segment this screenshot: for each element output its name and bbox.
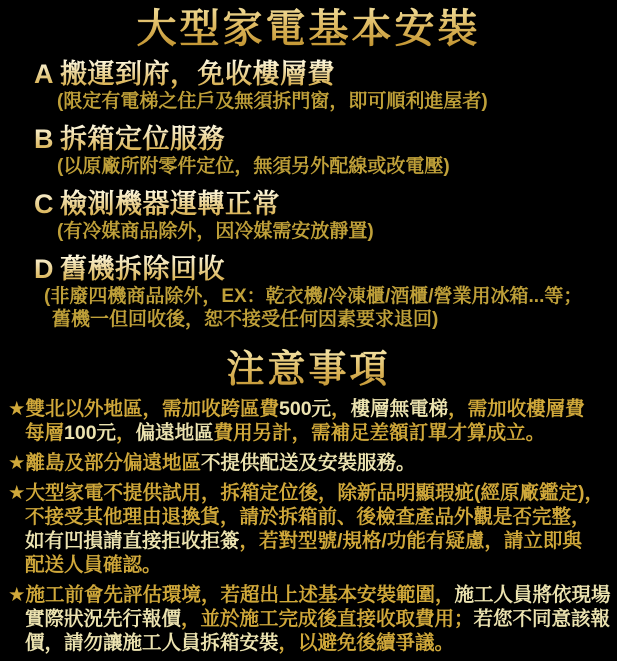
notice-text-segment: 雙北以外地區，需加收跨區費: [25, 398, 279, 420]
notice-text-segment: ，若對型號/規格/功能有疑慮，請立即與: [239, 530, 582, 552]
service-heading: [34, 253, 617, 285]
notice-text-segment: ，: [331, 398, 351, 420]
notice-text-segment: 大型家電不提供試用，拆箱定位後，除新品明顯瑕疵(經原廠鑑定)，: [25, 482, 604, 504]
service-note-line: (以原廠所附零件定位，無須另外配線或改電壓): [57, 156, 450, 177]
notice-line: [8, 481, 617, 505]
service-heading: [34, 58, 617, 90]
notice-line: [8, 607, 617, 631]
notice-line: [8, 631, 617, 655]
service-heading: [34, 188, 617, 220]
notice-text-segment: 不接受其他理由退換貨，請於拆箱前、後檢查產品外觀是否完整，: [25, 506, 591, 528]
service-note-line: (限定有電梯之住戶及無須拆門窗，即可順利進屋者): [57, 91, 488, 112]
service-title-text: 拆箱定位服務: [60, 124, 225, 154]
service-note-line: 舊機一但回收後，恕不接受任何因素要求退回): [52, 309, 439, 330]
service-title-text: 檢測機器運轉正常: [60, 189, 280, 219]
notice-item: [8, 583, 617, 655]
star-bullet-icon: ★: [8, 452, 26, 474]
service-note-line: (有冷媒商品除外，因冷媒需安放靜置): [57, 221, 374, 242]
notice-line: [8, 421, 617, 445]
notices-list: [0, 397, 617, 655]
notice-text-segment: 施工人員將依現場: [454, 584, 611, 606]
notice-text-segment: 每層: [25, 422, 65, 444]
service-note-line: (非廢四機商品除外，EX：乾衣機/冷凍櫃/酒櫃/營業用冰箱...等；: [44, 286, 583, 307]
notice-text-segment: 離島及部分偏遠地區: [25, 452, 201, 474]
notice-text-segment: ，並於施工完成後直接收取費用；: [181, 608, 474, 630]
notice-title: 注意事項: [0, 347, 617, 393]
notice-text-segment: 500元: [279, 398, 332, 420]
notice-text-segment: ，以避免後續爭議。: [278, 632, 455, 654]
service-item: [0, 188, 617, 243]
services-list: [0, 58, 617, 331]
service-notes: [34, 155, 617, 178]
notice-text-segment: 實際狀況先行報價: [25, 608, 182, 630]
notice-item: [8, 397, 617, 445]
notice-text-segment: ，需加收樓層費: [448, 398, 585, 420]
service-key-label: C: [34, 189, 54, 219]
service-heading: [34, 123, 617, 155]
service-title-text: 舊機拆除回收: [60, 254, 225, 284]
service-item: [0, 123, 617, 178]
page-title: 大型家電基本安裝: [0, 0, 617, 52]
star-bullet-icon: ★: [8, 482, 26, 504]
service-item: [0, 58, 617, 113]
service-notes: [34, 90, 617, 113]
notice-text-segment: ，: [116, 422, 136, 444]
service-item: [0, 253, 617, 331]
notice-item: [8, 451, 617, 475]
notice-text-segment: 如有凹損請直接拒收拒簽: [25, 530, 240, 552]
service-key-label: A: [34, 59, 54, 89]
notice-text-segment: 若您不同意該報: [473, 608, 611, 630]
notice-text-segment: 不提供配送及安裝服務。: [201, 452, 416, 474]
notice-line: [8, 583, 617, 607]
notice-line: [8, 397, 617, 421]
notice-line: [8, 451, 617, 475]
notice-text-segment: 100元: [64, 422, 117, 444]
notice-text-segment: 價，請勿讓施工人員拆箱安裝: [25, 632, 279, 654]
notice-text-segment: 施工前會先評估環境，若超出上述基本安裝範圍，: [25, 584, 455, 606]
star-bullet-icon: ★: [8, 584, 26, 606]
notice-text-segment: 樓層無電梯: [350, 398, 449, 420]
service-notes: [34, 220, 617, 243]
notice-line: [8, 553, 617, 577]
notice-line: [8, 529, 617, 553]
service-notes: [34, 285, 617, 331]
notice-text-segment: 費用另計，需補足差額訂單才算成立。: [213, 422, 546, 444]
service-key-label: D: [34, 254, 54, 284]
notice-text-segment: 偏遠地區: [135, 422, 214, 444]
service-key-label: B: [34, 124, 54, 154]
notice-line: [8, 505, 617, 529]
notice-text-segment: 配送人員確認。: [25, 554, 162, 576]
notice-item: [8, 481, 617, 577]
star-bullet-icon: ★: [8, 398, 26, 420]
service-title-text: 搬運到府，免收樓層費: [60, 59, 335, 89]
